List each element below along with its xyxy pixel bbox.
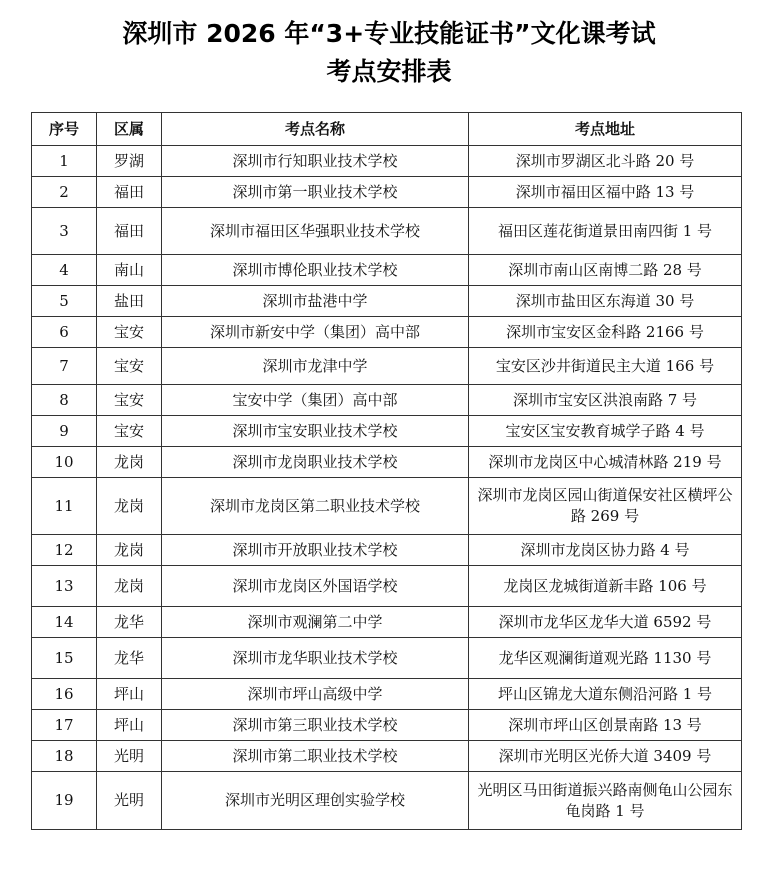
cell-district: 宝安 <box>97 348 162 385</box>
table-row <box>32 177 742 208</box>
cell-serial-number: 16 <box>32 679 97 710</box>
table-row <box>32 772 742 830</box>
cell-site-name: 深圳市博伦职业技术学校 <box>162 255 469 286</box>
cell-site-address: 深圳市龙岗区园山街道保安社区横坪公路 269 号 <box>469 478 742 535</box>
cell-serial-number: 7 <box>32 348 97 385</box>
table-row <box>32 286 742 317</box>
table-row <box>32 638 742 679</box>
cell-serial-number: 2 <box>32 177 97 208</box>
cell-serial-number: 8 <box>32 385 97 416</box>
cell-site-name: 深圳市盐港中学 <box>162 286 469 317</box>
cell-site-name: 深圳市福田区华强职业技术学校 <box>162 208 469 255</box>
cell-site-address: 坪山区锦龙大道东侧沿河路 1 号 <box>469 679 742 710</box>
cell-serial-number: 13 <box>32 566 97 607</box>
cell-district: 盐田 <box>97 286 162 317</box>
cell-serial-number: 17 <box>32 710 97 741</box>
cell-site-address: 深圳市宝安区洪浪南路 7 号 <box>469 385 742 416</box>
table-row <box>32 255 742 286</box>
cell-district: 坪山 <box>97 679 162 710</box>
table-row <box>32 566 742 607</box>
cell-serial-number: 1 <box>32 146 97 177</box>
cell-site-address: 福田区莲花街道景田南四街 1 号 <box>469 208 742 255</box>
table-row <box>32 741 742 772</box>
cell-site-name: 深圳市第二职业技术学校 <box>162 741 469 772</box>
cell-site-address: 光明区马田街道振兴路南侧龟山公园东龟岗路 1 号 <box>469 772 742 830</box>
cell-serial-number: 14 <box>32 607 97 638</box>
cell-site-name: 深圳市龙岗职业技术学校 <box>162 447 469 478</box>
cell-site-address: 龙华区观澜街道观光路 1130 号 <box>469 638 742 679</box>
table-row <box>32 535 742 566</box>
header-site-address: 考点地址 <box>469 113 742 146</box>
table-row <box>32 348 742 385</box>
cell-serial-number: 19 <box>32 772 97 830</box>
cell-serial-number: 12 <box>32 535 97 566</box>
cell-serial-number: 4 <box>32 255 97 286</box>
cell-site-name: 深圳市观澜第二中学 <box>162 607 469 638</box>
table-row <box>32 416 742 447</box>
cell-district: 福田 <box>97 177 162 208</box>
cell-district: 龙华 <box>97 638 162 679</box>
table-header-row <box>32 113 742 146</box>
table-row <box>32 146 742 177</box>
cell-serial-number: 9 <box>32 416 97 447</box>
header-site-name: 考点名称 <box>162 113 469 146</box>
cell-serial-number: 15 <box>32 638 97 679</box>
table-row <box>32 607 742 638</box>
document-title: 深圳市 2026 年“3+专业技能证书”文化课考试 <box>122 19 656 48</box>
cell-site-address: 深圳市南山区南博二路 28 号 <box>469 255 742 286</box>
cell-site-name: 深圳市开放职业技术学校 <box>162 535 469 566</box>
cell-site-address: 龙岗区龙城街道新丰路 106 号 <box>469 566 742 607</box>
cell-serial-number: 11 <box>32 478 97 535</box>
cell-site-address: 深圳市龙岗区中心城清林路 219 号 <box>469 447 742 478</box>
cell-district: 罗湖 <box>97 146 162 177</box>
cell-site-address: 深圳市光明区光侨大道 3409 号 <box>469 741 742 772</box>
cell-site-address: 深圳市龙岗区协力路 4 号 <box>469 535 742 566</box>
cell-district: 龙岗 <box>97 447 162 478</box>
table-row <box>32 208 742 255</box>
cell-site-address: 深圳市福田区福中路 13 号 <box>469 177 742 208</box>
table-row <box>32 679 742 710</box>
cell-site-name: 深圳市龙岗区外国语学校 <box>162 566 469 607</box>
cell-site-address: 深圳市龙华区龙华大道 6592 号 <box>469 607 742 638</box>
header-district: 区属 <box>97 113 162 146</box>
cell-site-address: 宝安区宝安教育城学子路 4 号 <box>469 416 742 447</box>
header-serial-number: 序号 <box>32 113 97 146</box>
table-body <box>32 146 742 830</box>
cell-site-address: 宝安区沙井街道民主大道 166 号 <box>469 348 742 385</box>
cell-district: 宝安 <box>97 385 162 416</box>
cell-district: 龙岗 <box>97 478 162 535</box>
cell-district: 光明 <box>97 772 162 830</box>
table-row <box>32 710 742 741</box>
cell-serial-number: 10 <box>32 447 97 478</box>
cell-site-address: 深圳市宝安区金科路 2166 号 <box>469 317 742 348</box>
cell-district: 龙岗 <box>97 535 162 566</box>
cell-site-name: 深圳市宝安职业技术学校 <box>162 416 469 447</box>
cell-serial-number: 3 <box>32 208 97 255</box>
cell-site-name: 深圳市龙华职业技术学校 <box>162 638 469 679</box>
document-subtitle: 考点安排表 <box>326 57 452 86</box>
cell-site-name: 深圳市行知职业技术学校 <box>162 146 469 177</box>
cell-site-name: 深圳市坪山高级中学 <box>162 679 469 710</box>
cell-site-name: 深圳市第一职业技术学校 <box>162 177 469 208</box>
cell-district: 光明 <box>97 741 162 772</box>
table-row <box>32 317 742 348</box>
cell-district: 龙华 <box>97 607 162 638</box>
cell-district: 南山 <box>97 255 162 286</box>
cell-site-address: 深圳市罗湖区北斗路 20 号 <box>469 146 742 177</box>
cell-site-name: 深圳市龙津中学 <box>162 348 469 385</box>
cell-site-name: 深圳市光明区理创实验学校 <box>162 772 469 830</box>
cell-district: 宝安 <box>97 416 162 447</box>
cell-site-name: 深圳市第三职业技术学校 <box>162 710 469 741</box>
table-row <box>32 478 742 535</box>
cell-site-address: 深圳市坪山区创景南路 13 号 <box>469 710 742 741</box>
cell-district: 坪山 <box>97 710 162 741</box>
cell-district: 福田 <box>97 208 162 255</box>
table-row <box>32 447 742 478</box>
cell-serial-number: 18 <box>32 741 97 772</box>
cell-serial-number: 5 <box>32 286 97 317</box>
cell-serial-number: 6 <box>32 317 97 348</box>
exam-sites-table <box>31 112 742 830</box>
cell-site-name: 深圳市龙岗区第二职业技术学校 <box>162 478 469 535</box>
cell-site-name: 宝安中学（集团）高中部 <box>162 385 469 416</box>
cell-district: 宝安 <box>97 317 162 348</box>
cell-site-address: 深圳市盐田区东海道 30 号 <box>469 286 742 317</box>
table-row <box>32 385 742 416</box>
cell-district: 龙岗 <box>97 566 162 607</box>
cell-site-name: 深圳市新安中学（集团）高中部 <box>162 317 469 348</box>
